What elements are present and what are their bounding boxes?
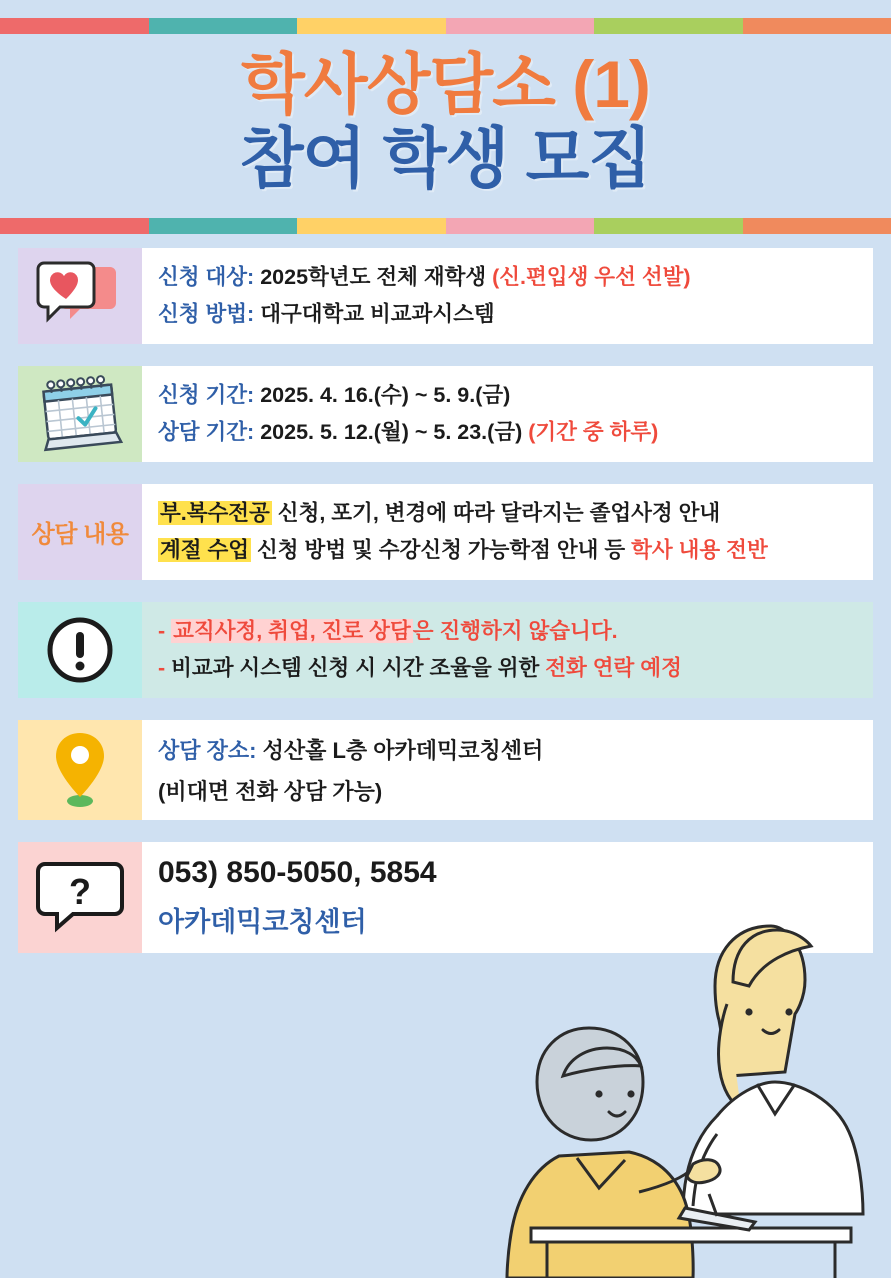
place-value: 성산홀 L층 아카데믹코칭센터 xyxy=(262,737,544,763)
apply-period-label: 신청 기간: xyxy=(158,382,255,407)
consult-period-note: (기간 중 하루) xyxy=(528,419,659,444)
exclamation-circle-icon xyxy=(18,602,142,698)
apply-content xyxy=(142,248,873,344)
consult-content-highlight-1: 부.복수전공 xyxy=(160,500,270,525)
question-bubble-icon xyxy=(18,842,142,953)
calendar-icon xyxy=(18,366,142,462)
notice-tail-2: 전화 연락 예정 xyxy=(545,655,682,680)
notice-line-1 xyxy=(158,618,857,645)
consult-content-highlight-2: 계절 수업 xyxy=(160,537,250,562)
place-line-1 xyxy=(158,734,857,765)
contact-body xyxy=(142,842,873,953)
color-stripe-top xyxy=(0,18,891,34)
consult-content-body xyxy=(142,484,873,580)
consult-period-label: 상담 기간: xyxy=(158,419,255,444)
consult-content-line-2 xyxy=(158,537,857,564)
title-line-1: 학사상담소 (1) xyxy=(241,47,650,121)
row-place xyxy=(18,720,873,820)
notice-bullet-1: - xyxy=(158,618,166,643)
notice-highlight-1: 교직사정, 취업, 진로 상담 xyxy=(173,618,411,643)
apply-target-note: (신.편입생 우선 선발) xyxy=(492,264,691,289)
map-pin-icon xyxy=(18,720,142,820)
apply-method-label: 신청 방법: xyxy=(158,301,255,326)
notice-line-2 xyxy=(158,655,857,682)
contact-phone: 053) 850-5050, 5854 xyxy=(158,855,437,889)
svg-text:?: ? xyxy=(69,871,91,913)
apply-target-label: 신청 대상: xyxy=(158,264,255,289)
row-period xyxy=(18,366,873,462)
consult-content-line-1 xyxy=(158,500,857,527)
place-line-2: (비대면 전화 상담 가능) xyxy=(158,778,383,804)
color-stripe-middle xyxy=(0,218,891,234)
notice-bullet-2: - xyxy=(158,655,166,680)
apply-method-line xyxy=(158,301,857,328)
apply-target-value: 2025학년도 전체 재학생 xyxy=(260,264,487,289)
consult-content-rest-2: 신청 방법 및 수강신청 가능학점 안내 등 xyxy=(251,537,632,562)
apply-method-value: 대구대학교 비교과시스템 xyxy=(260,301,495,326)
apply-period-line xyxy=(158,382,857,409)
period-content xyxy=(142,366,873,462)
speech-bubble-heart-icon xyxy=(18,248,142,344)
notice-body xyxy=(142,602,873,698)
notice-rest-1: 은 진행하지 않습니다. xyxy=(412,618,618,643)
consult-content-tail-2: 학사 내용 전반 xyxy=(631,537,768,562)
row-notice xyxy=(18,602,873,698)
page-title xyxy=(0,34,891,202)
place-body xyxy=(142,720,873,820)
info-rows xyxy=(0,234,891,953)
title-line-2: 참여 학생 모집 xyxy=(239,120,652,195)
consult-content-badge-label: 상담 내용 xyxy=(31,521,129,549)
notice-rest-2: 비교과 시스템 신청 시 시간 조율을 위한 xyxy=(171,655,546,680)
consult-content-rest-1: 신청, 포기, 변경에 따라 달라지는 졸업사정 안내 xyxy=(271,500,721,525)
apply-period-value: 2025. 4. 16.(수) ~ 5. 9.(금) xyxy=(260,382,511,407)
consult-content-badge xyxy=(18,484,142,580)
consultation-illustration xyxy=(471,908,891,1278)
place-label: 상담 장소: xyxy=(158,737,257,763)
consult-period-value: 2025. 5. 12.(월) ~ 5. 23.(금) xyxy=(260,419,523,444)
apply-target-line xyxy=(158,264,857,291)
contact-office: 아카데믹코칭센터 xyxy=(158,906,367,937)
poster xyxy=(0,18,891,1278)
row-contact xyxy=(18,842,873,953)
row-apply xyxy=(18,248,873,344)
row-content xyxy=(18,484,873,580)
consult-period-line xyxy=(158,419,857,446)
